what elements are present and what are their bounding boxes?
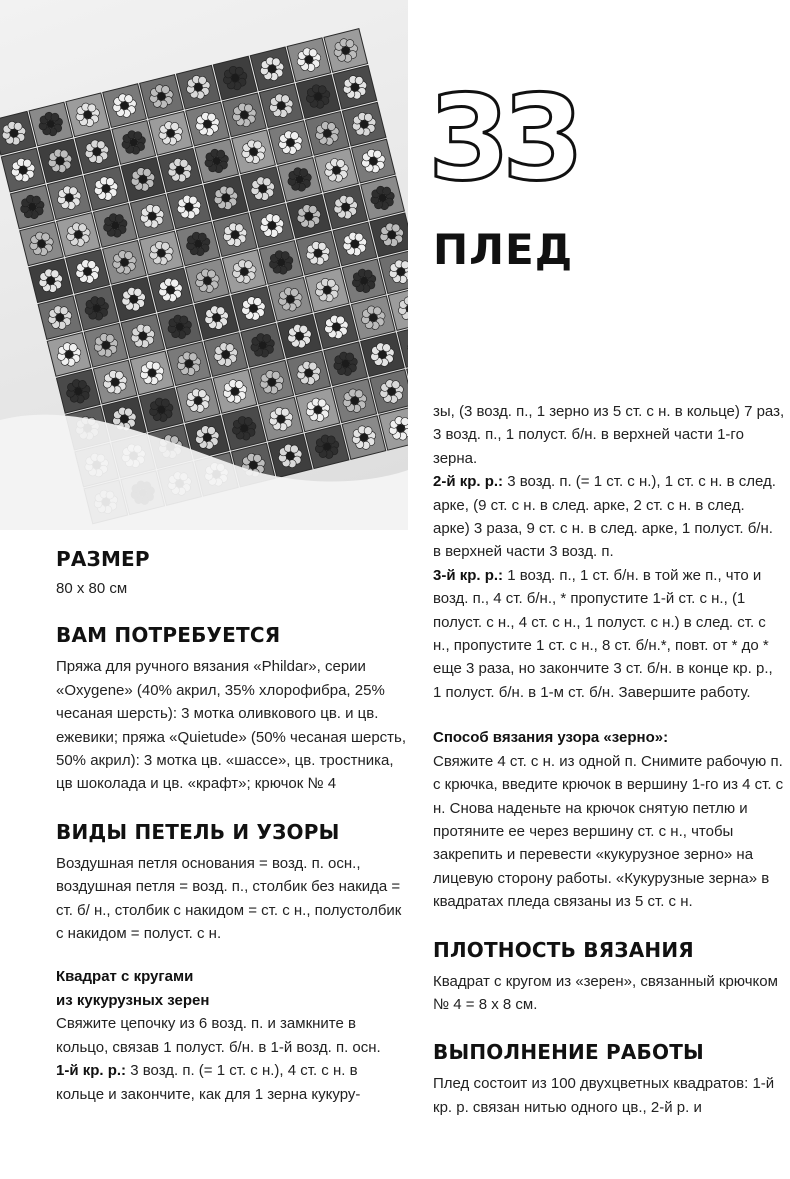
corn-pattern-text: Свяжите 4 ст. с н. из одной п. Снимите рабочую п. с крючка, введите крючок в вершину 1-го из 4 ст. с н. Снова наденьте на крючок снятую петлю и протяните ее через вершину ст. с н., чтобы закрепить и перевести «кукурузное зерно» на лицевую сторону работы. «Кукурузные зерна» в квадратах пледа связаны из 5 ст. с н. (433, 752, 784, 911)
row1-label: 1-й кр. р.: (56, 1062, 127, 1080)
size-text: 80 x 80 см (56, 580, 128, 597)
assembly-text: Плед состоит из 100 двухцветных квадратов: 1-й кр. р. связан нитью одного цв., 2-й р. и (433, 1075, 775, 1116)
pattern-number: 33 (428, 69, 577, 207)
assembly-heading: ВЫПОЛНЕНИЕ РАБОТЫ (433, 1040, 704, 1065)
blanket-icon (0, 0, 408, 530)
stitches-heading: ВИДЫ ПЕТЕЛЬ И УЗОРЫ (56, 819, 340, 844)
row3-label: 3-й кр. р.: (433, 566, 504, 584)
right-column (433, 400, 785, 1119)
blanket-photo (0, 0, 408, 530)
size-heading: РАЗМЕР (56, 547, 150, 571)
stitches-text: Воздушная петля основания = возд. п. осн., воздушная петля = возд. п., столбик без накида = ст. б/ н., столбик с накидом = ст. с н., полустолбик с накидом = полуст. с н. (56, 854, 402, 943)
gauge-heading: ПЛОТНОСТЬ ВЯЗАНИЯ (433, 937, 694, 962)
square-heading-line1: Квадрат с кругами (56, 968, 194, 986)
row3-text: 1 возд. п., 1 ст. б/н. в той же п., что и возд. п., 4 ст. б/н., * пропустите 1-й ст. с н., (1 полуст. с н., 4 ст. с н., 1 полуст. с н.) в след. ст. с н., пропустите 1 ст. с н., 8 ст. б/н.*, повт. от * до * еще 3 раза, но закончите 3 ст. б/н. в конце кр. р., 1 полуст. б/н. в 1-м ст. б/н. Завершите работу. (433, 566, 773, 701)
row1-paragraph (56, 1059, 408, 1106)
row1-continuation: зы, (3 возд. п., 1 зерно из 5 ст. с н. в кольце) 7 раз, 3 возд. п., 1 полуст. б/н. в верхней части 1-го зерна. (433, 403, 785, 467)
row2-label: 2-й кр. р.: (433, 473, 504, 491)
corn-pattern-heading: Способ вязания узора «зерно»: (433, 729, 669, 747)
left-column (56, 545, 408, 1106)
row2-text: 3 возд. п. (= 1 ст. с н.), 1 ст. с н. в след. арке, (9 ст. с н. в след. арке, 2 ст. с н. в след. арке) 3 раза, 9 ст. с н. в след. арке, 1 полуст. б/н. в верхней части 3 возд. п. (433, 473, 776, 561)
row1-text: 3 возд. п. (= 1 ст. с н.), 4 ст. с н. в кольце и закончите, как для 1 зерна кукуру- (56, 1062, 361, 1103)
page-title: ПЛЕД (433, 225, 574, 274)
gauge-text: Квадрат с кругом из «зерен», связанный крючком № 4 = 8 х 8 см. (433, 972, 778, 1013)
square-heading-line2: из кукурузных зерен (56, 991, 210, 1009)
materials-heading: ВАМ ПОТРЕБУЕТСЯ (56, 623, 281, 648)
materials-text: Пряжа для ручного вязания «Phildar», серии «Oxygene» (40% акрил, 35% хлорофибра, 25% чесаная шерсть): 3 мотка оливкового цв. и цв. ежевики; пряжа «Quietude» (50% чесаная шерсть, 50% акрил): 3 мотка цв. «шассе», цв. тростника, цв шоколада и цв. «крафт»; крючок № 4 (56, 658, 407, 793)
square-intro: Свяжите цепочку из 6 возд. п. и замкните в кольцо, связав 1 полуст. б/н. в 1-й возд. п. осн. (56, 1015, 381, 1056)
row3-paragraph (433, 564, 785, 704)
row2-paragraph (433, 470, 785, 564)
